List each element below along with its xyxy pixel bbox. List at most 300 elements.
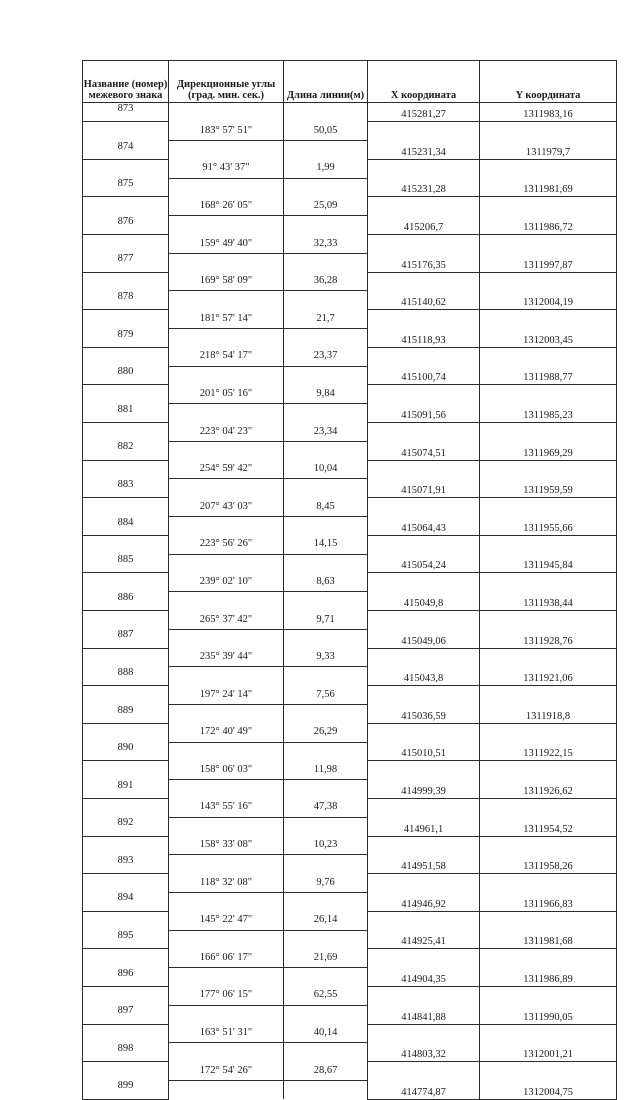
direction-angle: 158° 33' 08": [169, 836, 284, 855]
line-length: 21,69: [284, 949, 368, 968]
point-row: [83, 329, 617, 348]
line-length-cell-empty: [284, 178, 368, 197]
x-coordinate-cell-empty: [368, 836, 480, 855]
point-row: [83, 892, 617, 911]
line-length: 10,23: [284, 836, 368, 855]
x-coordinate-cell-empty: [368, 573, 480, 592]
direction-angle-cell-empty: [169, 1005, 284, 1024]
boundary-mark-number: 878: [83, 291, 169, 310]
direction-angle: 118° 32' 08": [169, 874, 284, 893]
direction-angle-cell-empty: [169, 103, 284, 122]
direction-angle: 235° 39' 44": [169, 648, 284, 667]
x-coordinate-cell-empty: [368, 122, 480, 141]
direction-angle: 207° 43' 03": [169, 498, 284, 517]
point-row: [83, 667, 617, 686]
boundary-mark-number: 881: [83, 404, 169, 423]
y-coordinate: 1312004,75: [480, 1080, 617, 1099]
y-coordinate: 1311921,06: [480, 667, 617, 686]
y-coordinate-cell-empty: [480, 648, 617, 667]
x-coordinate-cell-empty: [368, 761, 480, 780]
y-coordinate: 1311979,7: [480, 141, 617, 160]
line-length-cell-empty: [284, 1043, 368, 1062]
line-length-cell-empty: [284, 855, 368, 874]
x-coordinate: 414841,88: [368, 1005, 480, 1024]
boundary-mark-number: 877: [83, 253, 169, 272]
line-length: 9,71: [284, 611, 368, 630]
line-length: 8,63: [284, 573, 368, 592]
x-coordinate: 415054,24: [368, 554, 480, 573]
x-coordinate-cell-empty: [368, 498, 480, 517]
line-length: 36,28: [284, 272, 368, 291]
point-row: [83, 103, 617, 122]
line-length: 9,76: [284, 874, 368, 893]
boundary-mark-number: 880: [83, 366, 169, 385]
boundary-mark-cell-empty: [83, 535, 169, 554]
y-coordinate-cell-empty: [480, 798, 617, 817]
line-length-cell-empty: [284, 404, 368, 423]
boundary-mark-number: 884: [83, 517, 169, 536]
segment-row: [83, 573, 617, 592]
boundary-mark-number: 892: [83, 817, 169, 836]
y-coordinate: 1311981,68: [480, 930, 617, 949]
segment-row: [83, 347, 617, 366]
boundary-mark-number: 891: [83, 780, 169, 799]
header-mark-name: Название (номер) межевого знака: [83, 61, 169, 103]
direction-angle-cell-empty: [169, 441, 284, 460]
direction-angle: 177° 06' 15": [169, 986, 284, 1005]
x-coordinate: 414925,41: [368, 930, 480, 949]
segment-row: [83, 874, 617, 893]
direction-angle: 145° 22' 47": [169, 911, 284, 930]
boundary-mark-number: 886: [83, 592, 169, 611]
boundary-mark-number: 885: [83, 554, 169, 573]
y-coordinate-cell-empty: [480, 611, 617, 630]
point-row: [83, 216, 617, 235]
line-length: 25,09: [284, 197, 368, 216]
header-x-coordinate: X координата: [368, 61, 480, 103]
direction-angle: 239° 02' 10": [169, 573, 284, 592]
line-length-cell-empty: [284, 291, 368, 310]
line-length: 26,14: [284, 911, 368, 930]
direction-angle: 91° 43' 37": [169, 159, 284, 178]
point-row: [83, 178, 617, 197]
point-row: [83, 629, 617, 648]
segment-row: [83, 159, 617, 178]
table-header: [83, 61, 617, 103]
boundary-mark-cell-empty: [83, 423, 169, 442]
x-coordinate: 415231,28: [368, 178, 480, 197]
y-coordinate: 1311966,83: [480, 892, 617, 911]
x-coordinate: 415118,93: [368, 329, 480, 348]
boundary-mark-cell-empty: [83, 761, 169, 780]
direction-angle: 163° 51' 31": [169, 1024, 284, 1043]
boundary-mark-cell-empty: [83, 122, 169, 141]
x-coordinate-cell-empty: [368, 686, 480, 705]
line-length-cell-empty: [284, 216, 368, 235]
y-coordinate: 1312003,45: [480, 329, 617, 348]
x-coordinate: 415091,56: [368, 404, 480, 423]
boundary-mark-number: 875: [83, 178, 169, 197]
boundary-mark-number: 895: [83, 930, 169, 949]
table-body: [83, 103, 617, 1100]
y-coordinate-cell-empty: [480, 949, 617, 968]
y-coordinate: 1311959,59: [480, 479, 617, 498]
boundary-mark-cell-empty: [83, 836, 169, 855]
point-row: [83, 930, 617, 949]
header-y-coordinate: Y координата: [480, 61, 617, 103]
header-row: [83, 61, 617, 103]
direction-angle: 166° 06' 17": [169, 949, 284, 968]
segment-row: [83, 798, 617, 817]
y-coordinate-cell-empty: [480, 761, 617, 780]
x-coordinate-cell-empty: [368, 1024, 480, 1043]
line-length: 1,99: [284, 159, 368, 178]
x-coordinate-cell-empty: [368, 272, 480, 291]
direction-angle-cell-empty: [169, 1043, 284, 1062]
segment-row: [83, 385, 617, 404]
boundary-mark-number: 889: [83, 705, 169, 724]
point-row: [83, 780, 617, 799]
direction-angle: 218° 54' 17": [169, 347, 284, 366]
segment-row: [83, 1062, 617, 1081]
y-coordinate-cell-empty: [480, 235, 617, 254]
direction-angle: 172° 54' 26": [169, 1062, 284, 1081]
boundary-mark-number: 893: [83, 855, 169, 874]
line-length-cell-empty: [284, 667, 368, 686]
x-coordinate: 415176,35: [368, 253, 480, 272]
line-length-cell-empty: [284, 366, 368, 385]
x-coordinate-cell-empty: [368, 611, 480, 630]
y-coordinate-cell-empty: [480, 385, 617, 404]
y-coordinate-cell-empty: [480, 874, 617, 893]
line-length: 9,33: [284, 648, 368, 667]
line-length-cell-empty: [284, 705, 368, 724]
x-coordinate-cell-empty: [368, 911, 480, 930]
y-coordinate-cell-empty: [480, 122, 617, 141]
direction-angle-cell-empty: [169, 1080, 284, 1099]
x-coordinate: 415036,59: [368, 705, 480, 724]
x-coordinate-cell-empty: [368, 648, 480, 667]
direction-angle-cell-empty: [169, 517, 284, 536]
boundary-mark-number: 873: [83, 103, 169, 122]
boundary-mark-cell-empty: [83, 1062, 169, 1081]
y-coordinate-cell-empty: [480, 498, 617, 517]
y-coordinate-cell-empty: [480, 535, 617, 554]
y-coordinate: 1311945,84: [480, 554, 617, 573]
boundary-mark-cell-empty: [83, 611, 169, 630]
y-coordinate: 1311958,26: [480, 855, 617, 874]
x-coordinate-cell-empty: [368, 423, 480, 442]
y-coordinate-cell-empty: [480, 1062, 617, 1081]
direction-angle: 169° 58' 09": [169, 272, 284, 291]
boundary-mark-cell-empty: [83, 385, 169, 404]
segment-row: [83, 272, 617, 291]
point-row: [83, 517, 617, 536]
boundary-mark-number: 876: [83, 216, 169, 235]
x-coordinate: 415231,34: [368, 141, 480, 160]
line-length-cell-empty: [284, 103, 368, 122]
line-length: 8,45: [284, 498, 368, 517]
x-coordinate: 415010,51: [368, 742, 480, 761]
y-coordinate-cell-empty: [480, 197, 617, 216]
y-coordinate-cell-empty: [480, 573, 617, 592]
boundary-mark-cell-empty: [83, 911, 169, 930]
boundary-mark-number: 890: [83, 742, 169, 761]
x-coordinate: 415100,74: [368, 366, 480, 385]
direction-angle: 183° 57' 51": [169, 122, 284, 141]
line-length-cell-empty: [284, 141, 368, 160]
boundary-mark-cell-empty: [83, 159, 169, 178]
boundary-mark-cell-empty: [83, 197, 169, 216]
y-coordinate-cell-empty: [480, 686, 617, 705]
direction-angle-cell-empty: [169, 178, 284, 197]
line-length: 28,67: [284, 1062, 368, 1081]
y-coordinate: 1311954,52: [480, 817, 617, 836]
x-coordinate: 415281,27: [368, 103, 480, 122]
direction-angle: 254° 59' 42": [169, 460, 284, 479]
boundary-mark-number: 894: [83, 892, 169, 911]
direction-angle-cell-empty: [169, 742, 284, 761]
point-row: [83, 253, 617, 272]
boundary-mark-cell-empty: [83, 723, 169, 742]
line-length: 11,98: [284, 761, 368, 780]
x-coordinate: 415140,62: [368, 291, 480, 310]
direction-angle-cell-empty: [169, 629, 284, 648]
point-row: [83, 141, 617, 160]
x-coordinate: 415043,8: [368, 667, 480, 686]
y-coordinate-cell-empty: [480, 347, 617, 366]
direction-angle: 197° 24' 14": [169, 686, 284, 705]
segment-row: [83, 949, 617, 968]
segment-row: [83, 836, 617, 855]
x-coordinate: 415049,06: [368, 629, 480, 648]
direction-angle: 158° 06' 03": [169, 761, 284, 780]
line-length-cell-empty: [284, 517, 368, 536]
line-length-cell-empty: [284, 780, 368, 799]
y-coordinate-cell-empty: [480, 986, 617, 1005]
boundary-mark-number: 887: [83, 629, 169, 648]
x-coordinate: 414946,92: [368, 892, 480, 911]
y-coordinate: 1311981,69: [480, 178, 617, 197]
y-coordinate-cell-empty: [480, 310, 617, 329]
line-length-cell-empty: [284, 742, 368, 761]
y-coordinate-cell-empty: [480, 1024, 617, 1043]
y-coordinate: 1311983,16: [480, 103, 617, 122]
y-coordinate: 1311986,72: [480, 216, 617, 235]
boundary-mark-number: 874: [83, 141, 169, 160]
direction-angle: 201° 05' 16": [169, 385, 284, 404]
line-length: 9,84: [284, 385, 368, 404]
line-length: 7,56: [284, 686, 368, 705]
x-coordinate: 415064,43: [368, 517, 480, 536]
boundary-mark-number: 899: [83, 1080, 169, 1099]
point-row: [83, 479, 617, 498]
boundary-mark-number: 896: [83, 968, 169, 987]
direction-angle-cell-empty: [169, 667, 284, 686]
segment-row: [83, 761, 617, 780]
y-coordinate-cell-empty: [480, 836, 617, 855]
x-coordinate: 415074,51: [368, 441, 480, 460]
boundary-mark-number: 898: [83, 1043, 169, 1062]
y-coordinate: 1311969,29: [480, 441, 617, 460]
x-coordinate-cell-empty: [368, 235, 480, 254]
segment-row: [83, 197, 617, 216]
line-length: 62,55: [284, 986, 368, 1005]
x-coordinate-cell-empty: [368, 986, 480, 1005]
point-row: [83, 817, 617, 836]
point-row: [83, 705, 617, 724]
point-row: [83, 968, 617, 987]
point-row: [83, 742, 617, 761]
boundary-mark-number: 882: [83, 441, 169, 460]
boundary-mark-number: 888: [83, 667, 169, 686]
direction-angle-cell-empty: [169, 705, 284, 724]
line-length: 50,05: [284, 122, 368, 141]
x-coordinate-cell-empty: [368, 949, 480, 968]
segment-row: [83, 611, 617, 630]
segment-row: [83, 235, 617, 254]
direction-angle-cell-empty: [169, 780, 284, 799]
y-coordinate: 1311955,66: [480, 517, 617, 536]
line-length: 21,7: [284, 310, 368, 329]
x-coordinate-cell-empty: [368, 460, 480, 479]
direction-angle: 168° 26' 05": [169, 197, 284, 216]
boundary-mark-cell-empty: [83, 310, 169, 329]
y-coordinate: 1312004,19: [480, 291, 617, 310]
line-length: 40,14: [284, 1024, 368, 1043]
direction-angle-cell-empty: [169, 968, 284, 987]
x-coordinate-cell-empty: [368, 385, 480, 404]
coordinates-table: [82, 60, 617, 1100]
x-coordinate: 414951,58: [368, 855, 480, 874]
direction-angle-cell-empty: [169, 141, 284, 160]
direction-angle: 265° 37' 42": [169, 611, 284, 630]
segment-row: [83, 423, 617, 442]
point-row: [83, 1043, 617, 1062]
y-coordinate: 1311938,44: [480, 592, 617, 611]
y-coordinate: 1311922,15: [480, 742, 617, 761]
x-coordinate: 414774,87: [368, 1080, 480, 1099]
point-row: [83, 592, 617, 611]
direction-angle-cell-empty: [169, 253, 284, 272]
x-coordinate-cell-empty: [368, 310, 480, 329]
y-coordinate: 1311985,23: [480, 404, 617, 423]
direction-angle: 181° 57' 14": [169, 310, 284, 329]
x-coordinate: 414961,1: [368, 817, 480, 836]
x-coordinate-cell-empty: [368, 159, 480, 178]
x-coordinate-cell-empty: [368, 874, 480, 893]
segment-row: [83, 122, 617, 141]
x-coordinate: 415049,8: [368, 592, 480, 611]
boundary-mark-cell-empty: [83, 235, 169, 254]
point-row: [83, 291, 617, 310]
direction-angle: 143° 55' 16": [169, 798, 284, 817]
x-coordinate: 414999,39: [368, 780, 480, 799]
segment-row: [83, 648, 617, 667]
x-coordinate-cell-empty: [368, 723, 480, 742]
line-length-cell-empty: [284, 329, 368, 348]
boundary-mark-cell-empty: [83, 347, 169, 366]
point-row: [83, 554, 617, 573]
y-coordinate: 1311926,62: [480, 780, 617, 799]
point-row: [83, 366, 617, 385]
line-length: 23,37: [284, 347, 368, 366]
direction-angle: 223° 04' 23": [169, 423, 284, 442]
boundary-mark-number: 897: [83, 1005, 169, 1024]
point-row: [83, 404, 617, 423]
direction-angle-cell-empty: [169, 291, 284, 310]
boundary-mark-cell-empty: [83, 573, 169, 592]
y-coordinate-cell-empty: [480, 272, 617, 291]
x-coordinate: 415071,91: [368, 479, 480, 498]
boundary-mark-number: 883: [83, 479, 169, 498]
boundary-mark-cell-empty: [83, 798, 169, 817]
direction-angle-cell-empty: [169, 216, 284, 235]
line-length-cell-empty: [284, 479, 368, 498]
x-coordinate-cell-empty: [368, 535, 480, 554]
segment-row: [83, 310, 617, 329]
header-line-length: Длина линии(м): [284, 61, 368, 103]
x-coordinate-cell-empty: [368, 347, 480, 366]
boundary-mark-cell-empty: [83, 874, 169, 893]
y-coordinate: 1311928,76: [480, 629, 617, 648]
direction-angle-cell-empty: [169, 366, 284, 385]
line-length-cell-empty: [284, 1080, 368, 1099]
y-coordinate: 1311986,89: [480, 968, 617, 987]
x-coordinate-cell-empty: [368, 798, 480, 817]
y-coordinate-cell-empty: [480, 159, 617, 178]
direction-angle-cell-empty: [169, 404, 284, 423]
y-coordinate: 1311997,87: [480, 253, 617, 272]
direction-angle-cell-empty: [169, 817, 284, 836]
boundary-coordinates-sheet: [82, 60, 616, 1100]
line-length: 26,29: [284, 723, 368, 742]
direction-angle-cell-empty: [169, 592, 284, 611]
y-coordinate-cell-empty: [480, 460, 617, 479]
point-row: [83, 855, 617, 874]
boundary-mark-cell-empty: [83, 272, 169, 291]
x-coordinate: 415206,7: [368, 216, 480, 235]
direction-angle: 172° 40' 49": [169, 723, 284, 742]
point-row: [83, 1080, 617, 1099]
direction-angle-cell-empty: [169, 479, 284, 498]
y-coordinate: 1311918,8: [480, 705, 617, 724]
y-coordinate-cell-empty: [480, 911, 617, 930]
line-length-cell-empty: [284, 892, 368, 911]
segment-row: [83, 986, 617, 1005]
segment-row: [83, 723, 617, 742]
x-coordinate-cell-empty: [368, 197, 480, 216]
line-length-cell-empty: [284, 1005, 368, 1024]
segment-row: [83, 460, 617, 479]
line-length-cell-empty: [284, 629, 368, 648]
direction-angle: 159° 49' 40": [169, 235, 284, 254]
line-length: 23,34: [284, 423, 368, 442]
boundary-mark-cell-empty: [83, 686, 169, 705]
line-length-cell-empty: [284, 817, 368, 836]
boundary-mark-cell-empty: [83, 648, 169, 667]
line-length: 14,15: [284, 535, 368, 554]
direction-angle-cell-empty: [169, 930, 284, 949]
y-coordinate-cell-empty: [480, 723, 617, 742]
y-coordinate: 1311990,05: [480, 1005, 617, 1024]
line-length-cell-empty: [284, 592, 368, 611]
y-coordinate: 1312001,21: [480, 1043, 617, 1062]
x-coordinate: 414803,32: [368, 1043, 480, 1062]
segment-row: [83, 535, 617, 554]
y-coordinate: 1311988,77: [480, 366, 617, 385]
boundary-mark-cell-empty: [83, 949, 169, 968]
